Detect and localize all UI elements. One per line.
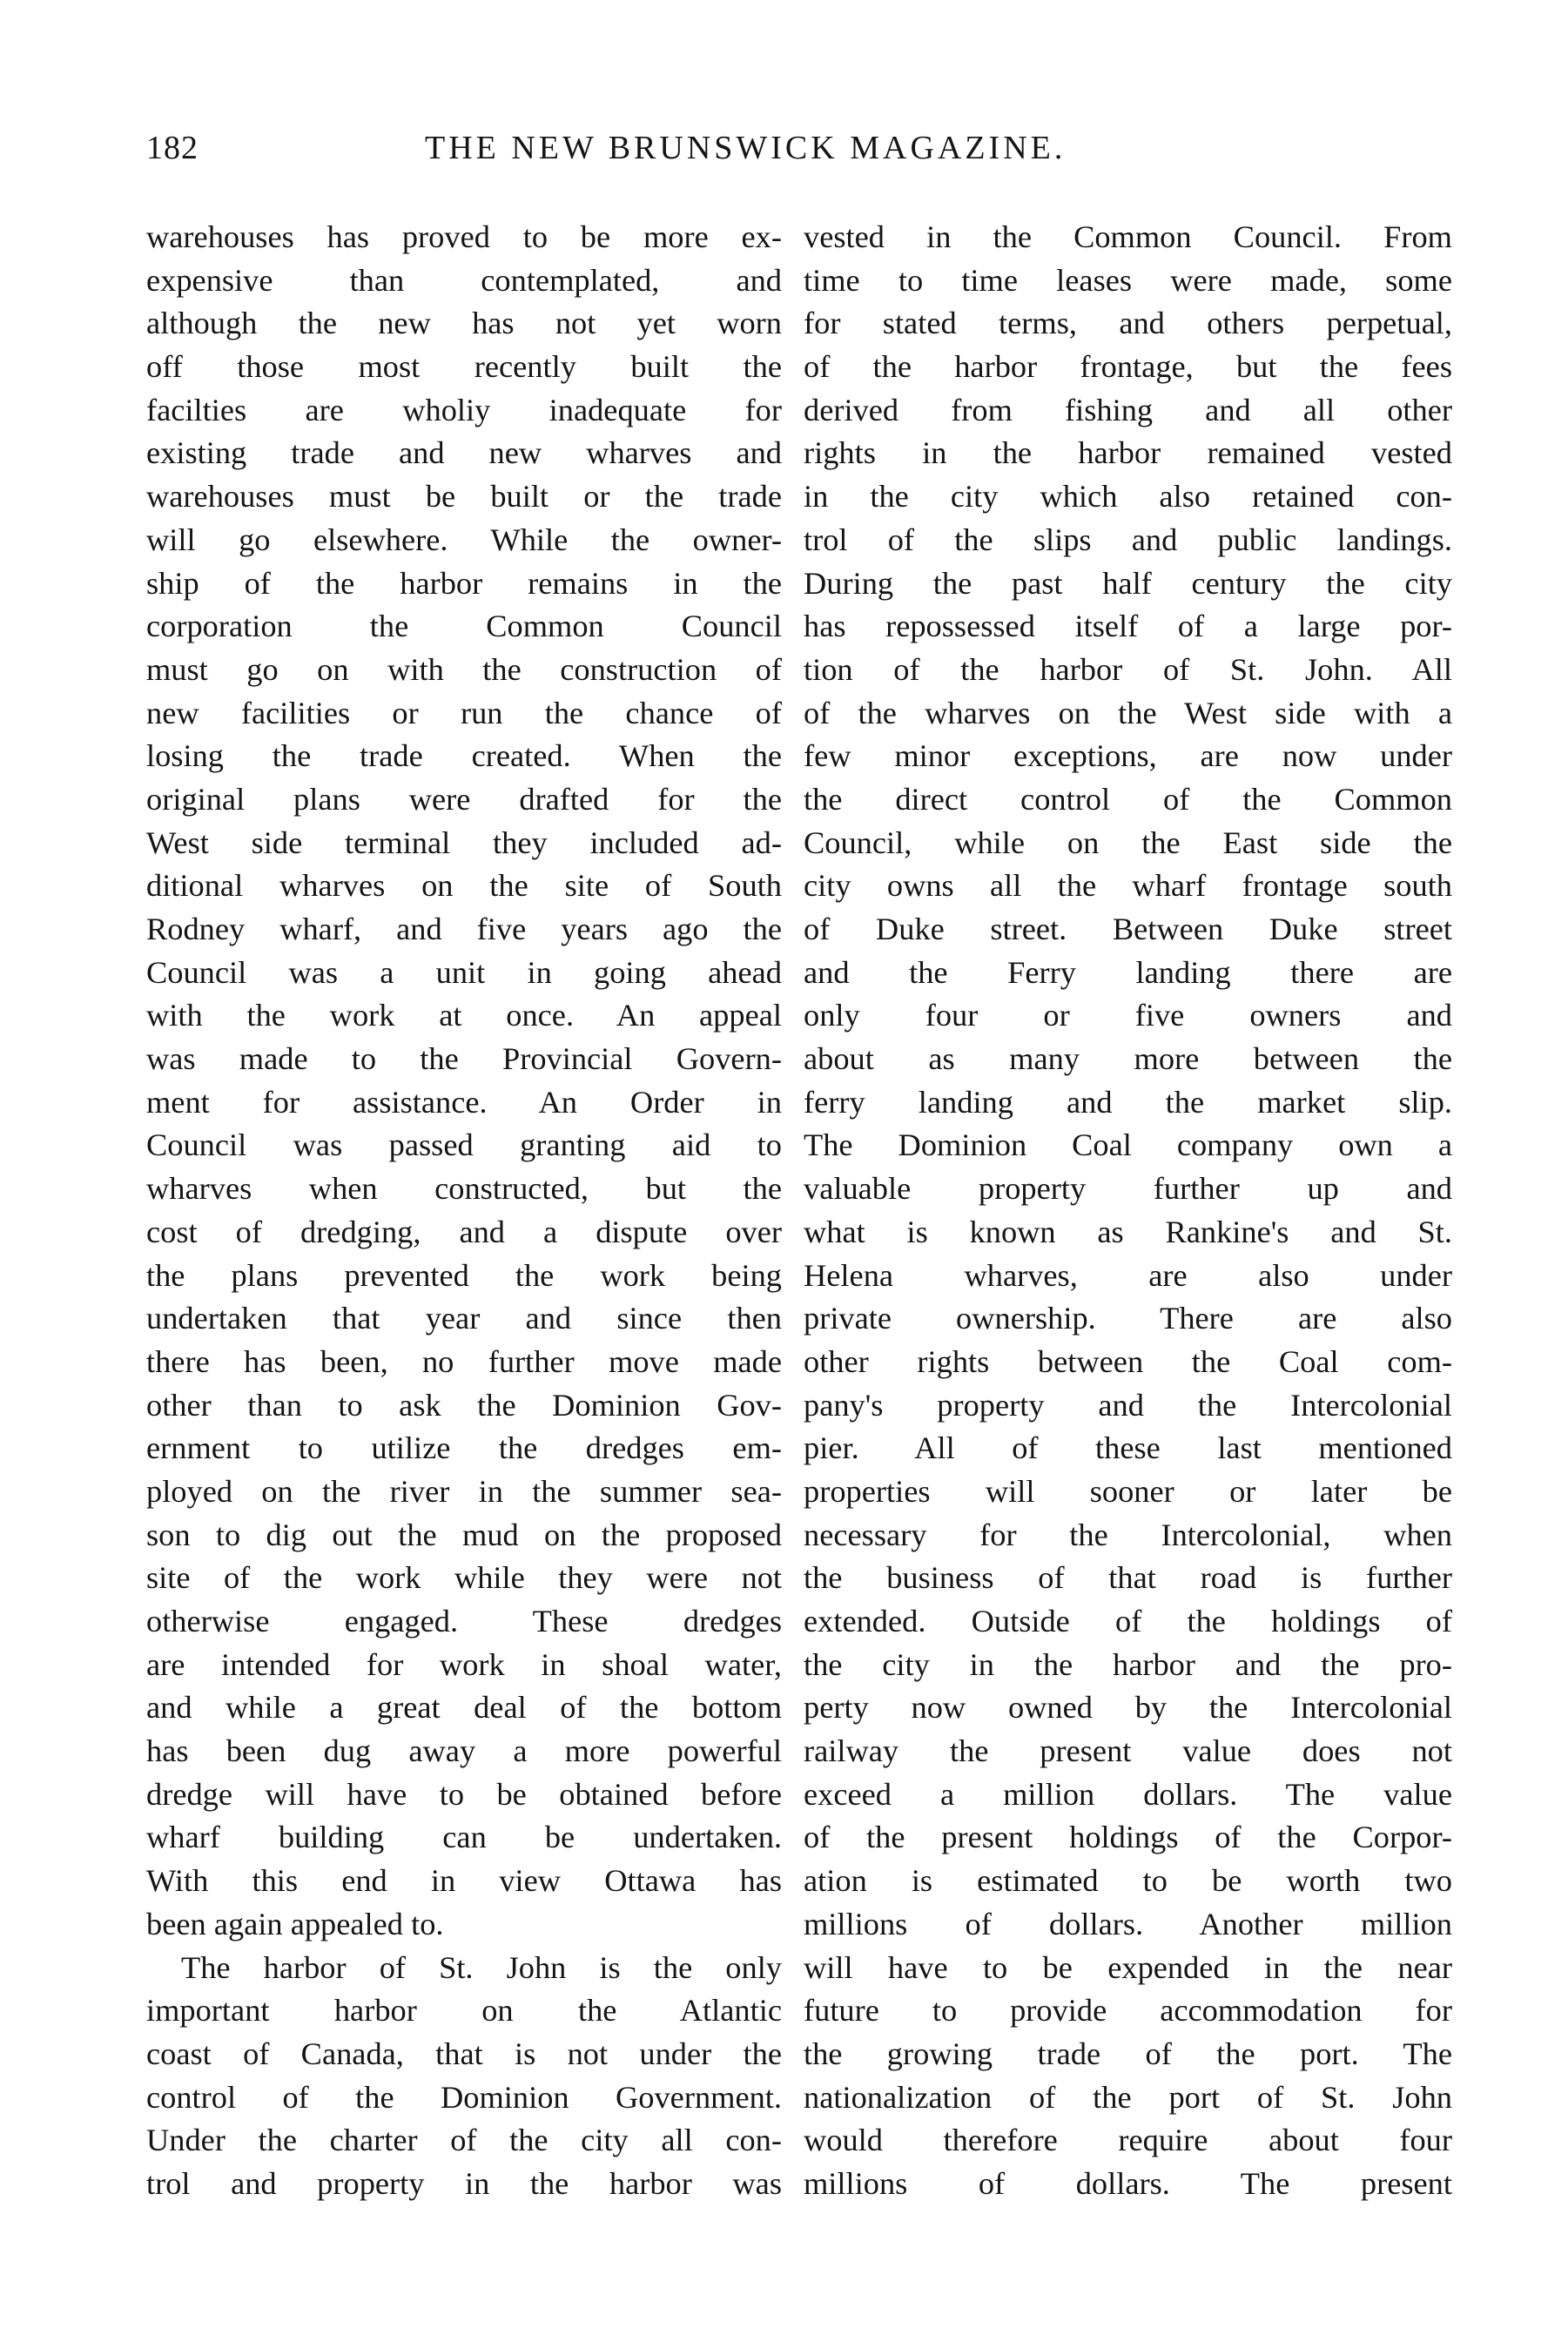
text-line: derived from fishing and all other xyxy=(804,392,1452,427)
text-line: During the past half century the city xyxy=(804,565,1452,601)
text-line: Rodney wharf, and five years ago the xyxy=(146,912,782,946)
text-line: otherwise engaged. These dredges xyxy=(146,1604,782,1639)
text-line: are intended for work in shoal water, xyxy=(146,1646,782,1682)
text-line: warehouses must be built or the trade xyxy=(146,479,782,515)
text-line: ation is estimated to be worth two xyxy=(804,1863,1452,1899)
text-line: facilties are wholiy inadequate for xyxy=(146,392,782,427)
text-line: The Dominion Coal company own a xyxy=(804,1127,1452,1163)
text-line: existing trade and new wharves and xyxy=(146,435,782,471)
text-line: ferry landing and the market slip. xyxy=(804,1084,1452,1120)
text-line: ditional wharves on the site of South xyxy=(146,868,782,904)
text-line: for stated terms, and others perpetual, xyxy=(804,306,1452,341)
text-line: the business of that road is further xyxy=(804,1560,1452,1596)
text-line: West side terminal they included ad- xyxy=(146,824,782,860)
text-line: wharf building can be undertaken. xyxy=(146,1820,782,1855)
text-line: the growing trade of the port. The xyxy=(804,2036,1452,2071)
text-line: original plans were drafted for the xyxy=(146,781,782,817)
text-line: cost of dredging, and a dispute over xyxy=(146,1214,782,1249)
text-line: trol of the slips and public landings. xyxy=(804,522,1452,557)
text-line: private ownership. There are also xyxy=(804,1301,1452,1336)
text-line: in the city which also retained con- xyxy=(804,479,1452,515)
left-column xyxy=(146,216,782,2206)
text-line: must go on with the construction of xyxy=(146,651,782,687)
text-line: millions of dollars. Another million xyxy=(804,1906,1452,1941)
text-line: was made to the Provincial Govern- xyxy=(146,1041,782,1077)
text-line: coast of Canada, that is not under the xyxy=(146,2036,782,2071)
text-line: about as many more between the xyxy=(804,1041,1452,1077)
paragraph-common-council xyxy=(804,216,1452,2206)
text-line: pany's property and the Intercolonial xyxy=(804,1387,1452,1423)
text-line: railway the present value does not xyxy=(804,1733,1452,1769)
text-line: Council was passed granting aid to xyxy=(146,1127,782,1163)
page-header xyxy=(146,129,1452,181)
text-line: ment for assistance. An Order in xyxy=(146,1084,782,1120)
text-line: son to dig out the mud on the proposed xyxy=(146,1517,782,1552)
text-line: Under the charter of the city all con- xyxy=(146,2123,782,2158)
text-line: of the harbor frontage, but the fees xyxy=(804,349,1452,385)
text-line: extended. Outside of the holdings of xyxy=(804,1604,1452,1639)
text-line: With this end in view Ottawa has xyxy=(146,1863,782,1899)
text-line: would therefore require about four xyxy=(804,2123,1452,2158)
text-line: the city in the harbor and the pro- xyxy=(804,1646,1452,1682)
text-line: and the Ferry landing there are xyxy=(804,954,1452,990)
text-line: wharves when constructed, but the xyxy=(146,1171,782,1207)
paragraph-harbor-st-john xyxy=(146,1947,782,2206)
page-number: 182 xyxy=(146,130,199,166)
text-line: valuable property further up and xyxy=(804,1171,1452,1207)
text-line: corporation the Common Council xyxy=(146,609,782,644)
text-line: ship of the harbor remains in the xyxy=(146,565,782,601)
text-line: and while a great deal of the bottom xyxy=(146,1690,782,1726)
text-line: city owns all the wharf frontage south xyxy=(804,868,1452,904)
text-line: other than to ask the Dominion Gov- xyxy=(146,1387,782,1423)
text-line: of the wharves on the West side with a xyxy=(804,695,1452,730)
text-line: necessary for the Intercolonial, when xyxy=(804,1517,1452,1552)
right-column xyxy=(804,216,1452,2206)
text-line: what is known as Rankine's and St. xyxy=(804,1214,1452,1249)
paragraph-warehouses xyxy=(146,216,782,1947)
text-line: only four or five owners and xyxy=(804,998,1452,1033)
text-line: time to time leases were made, some xyxy=(804,262,1452,298)
text-line: undertaken that year and since then xyxy=(146,1301,782,1336)
text-line: been again appealed to. xyxy=(146,1906,444,1941)
text-line: losing the trade created. When the xyxy=(146,738,782,774)
text-line: will go elsewhere. While the owner- xyxy=(146,522,782,557)
text-line: ernment to utilize the dredges em- xyxy=(146,1430,782,1466)
text-line: off those most recently built the xyxy=(146,349,782,385)
text-line: trol and property in the harbor was xyxy=(146,2165,782,2201)
text-line: exceed a million dollars. The value xyxy=(804,1776,1452,1812)
text-line: site of the work while they were not xyxy=(146,1560,782,1596)
text-line: with the work at once. An appeal xyxy=(146,998,782,1033)
text-line: dredge will have to be obtained before xyxy=(146,1776,782,1812)
text-line: ployed on the river in the summer sea- xyxy=(146,1473,782,1509)
text-line: new facilities or run the chance of xyxy=(146,695,782,730)
text-line: has been dug away a more powerful xyxy=(146,1733,782,1769)
text-line: of Duke street. Between Duke street xyxy=(804,912,1452,946)
text-line: expensive than contemplated, and xyxy=(146,262,782,298)
text-line: the direct control of the Common xyxy=(804,781,1452,817)
text-line: although the new has not yet worn xyxy=(146,306,782,341)
text-line: rights in the harbor remained vested xyxy=(804,435,1452,471)
text-line: The harbor of St. John is the only xyxy=(181,1949,782,1985)
text-line: has repossessed itself of a large por- xyxy=(804,609,1452,644)
text-line: warehouses has proved to be more ex- xyxy=(146,219,782,254)
text-line: tion of the harbor of St. John. All xyxy=(804,651,1452,687)
text-line: future to provide accommodation for xyxy=(804,1993,1452,2029)
text-line: Helena wharves, are also under xyxy=(804,1257,1452,1293)
text-line: vested in the Common Council. From xyxy=(804,219,1452,254)
text-line: few minor exceptions, are now under xyxy=(804,738,1452,774)
text-line: millions of dollars. The present xyxy=(804,2165,1452,2201)
text-line: pier. All of these last mentioned xyxy=(804,1430,1452,1466)
text-line: control of the Dominion Government. xyxy=(146,2079,782,2115)
text-line: nationalization of the port of St. John xyxy=(804,2079,1452,2115)
text-line: Council was a unit in going ahead xyxy=(146,954,782,990)
text-line: there has been, no further move made xyxy=(146,1343,782,1379)
text-line: the plans prevented the work being xyxy=(146,1257,782,1293)
text-line: perty now owned by the Intercolonial xyxy=(804,1690,1452,1726)
text-line: Council, while on the East side the xyxy=(804,824,1452,860)
running-title: THE NEW BRUNSWICK MAGAZINE. xyxy=(425,130,1067,166)
text-line: other rights between the Coal com- xyxy=(804,1343,1452,1379)
text-line: will have to be expended in the near xyxy=(804,1949,1452,1985)
text-line: important harbor on the Atlantic xyxy=(146,1993,782,2029)
text-line: of the present holdings of the Corpor- xyxy=(804,1820,1452,1855)
text-line: properties will sooner or later be xyxy=(804,1473,1452,1509)
